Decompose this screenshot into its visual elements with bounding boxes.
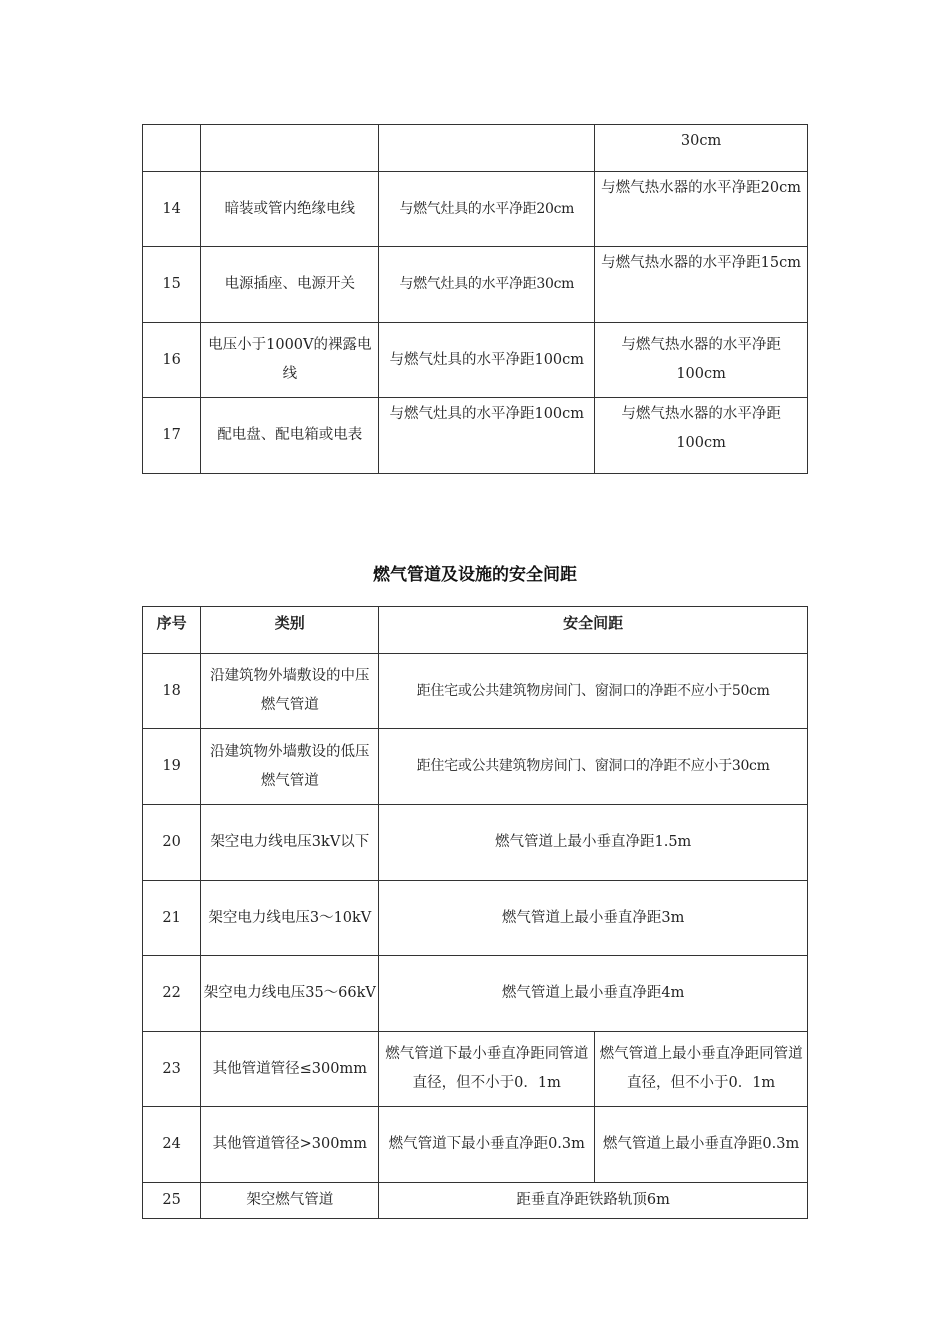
- row-number: 23: [143, 1032, 201, 1107]
- distance-cell: 燃气管道上最小垂直净距3m: [379, 881, 808, 956]
- table-row: [143, 1107, 808, 1183]
- row-number: 24: [143, 1107, 201, 1183]
- stove-distance-cell: [379, 125, 595, 172]
- table-row: [143, 323, 808, 398]
- category-cell: [201, 125, 379, 172]
- table-row: [143, 1183, 808, 1219]
- category-cell: 电源插座、电源开关: [201, 247, 379, 323]
- row-number: 16: [143, 323, 201, 398]
- table-row: [143, 956, 808, 1032]
- row-number: 21: [143, 881, 201, 956]
- table-row: [143, 125, 808, 172]
- category-cell: 架空电力线电压3kV以下: [201, 805, 379, 881]
- row-number: 25: [143, 1183, 201, 1219]
- distance-above-cell: 燃气管道上最小垂直净距同管道直径，但不小于0．1m: [595, 1032, 808, 1107]
- category-cell: 沿建筑物外墙敷设的中压燃气管道: [201, 654, 379, 729]
- clearance-table-pipelines: [142, 606, 808, 1219]
- row-number: 17: [143, 398, 201, 474]
- row-number: 20: [143, 805, 201, 881]
- heater-distance-cell: 与燃气热水器的水平净距20cm: [595, 172, 808, 247]
- row-number: 18: [143, 654, 201, 729]
- row-number: [143, 125, 201, 172]
- distance-cell: 燃气管道上最小垂直净距1.5m: [379, 805, 808, 881]
- category-cell: 其他管道管径>300mm: [201, 1107, 379, 1183]
- distance-cell: 燃气管道上最小垂直净距4m: [379, 956, 808, 1032]
- category-cell: 电压小于1000V的裸露电线: [201, 323, 379, 398]
- distance-cell: 距垂直净距铁路轨顶6m: [379, 1183, 808, 1219]
- table-row: [143, 398, 808, 474]
- distance-cell: 距住宅或公共建筑物房间门、窗洞口的净距不应小于30cm: [379, 729, 808, 805]
- table-row: [143, 881, 808, 956]
- heater-distance-cell: 30cm: [595, 125, 808, 172]
- table-row: [143, 654, 808, 729]
- header-number: 序号: [143, 607, 201, 654]
- row-number: 22: [143, 956, 201, 1032]
- clearance-table-electrical: [142, 124, 808, 474]
- category-cell: 架空电力线电压35～66kV: [201, 956, 379, 1032]
- stove-distance-cell: 与燃气灶具的水平净距100cm: [379, 323, 595, 398]
- table-row: [143, 172, 808, 247]
- stove-distance-cell: 与燃气灶具的水平净距30cm: [379, 247, 595, 323]
- category-cell: 暗装或管内绝缘电线: [201, 172, 379, 247]
- distance-above-cell: 燃气管道上最小垂直净距0.3m: [595, 1107, 808, 1183]
- stove-distance-cell: 与燃气灶具的水平净距20cm: [379, 172, 595, 247]
- heater-distance-cell: 与燃气热水器的水平净距100cm: [595, 323, 808, 398]
- table-row: [143, 729, 808, 805]
- table-row: [143, 1032, 808, 1107]
- category-cell: 架空电力线电压3～10kV: [201, 881, 379, 956]
- distance-cell: 距住宅或公共建筑物房间门、窗洞口的净距不应小于50cm: [379, 654, 808, 729]
- header-distance: 安全间距: [379, 607, 808, 654]
- category-cell: 架空燃气管道: [201, 1183, 379, 1219]
- row-number: 19: [143, 729, 201, 805]
- header-category: 类别: [201, 607, 379, 654]
- distance-below-cell: 燃气管道下最小垂直净距0.3m: [379, 1107, 595, 1183]
- section-title: 燃气管道及设施的安全间距: [373, 565, 577, 585]
- table-header-row: [143, 607, 808, 654]
- table-row: [143, 805, 808, 881]
- stove-distance-cell: 与燃气灶具的水平净距100cm: [379, 398, 595, 474]
- category-cell: 沿建筑物外墙敷设的低压燃气管道: [201, 729, 379, 805]
- row-number: 15: [143, 247, 201, 323]
- distance-below-cell: 燃气管道下最小垂直净距同管道直径，但不小于0．1m: [379, 1032, 595, 1107]
- heater-distance-cell: 与燃气热水器的水平净距15cm: [595, 247, 808, 323]
- row-number: 14: [143, 172, 201, 247]
- category-cell: 其他管道管径≤300mm: [201, 1032, 379, 1107]
- heater-distance-cell: 与燃气热水器的水平净距100cm: [595, 398, 808, 474]
- category-cell: 配电盘、配电箱或电表: [201, 398, 379, 474]
- table-row: [143, 247, 808, 323]
